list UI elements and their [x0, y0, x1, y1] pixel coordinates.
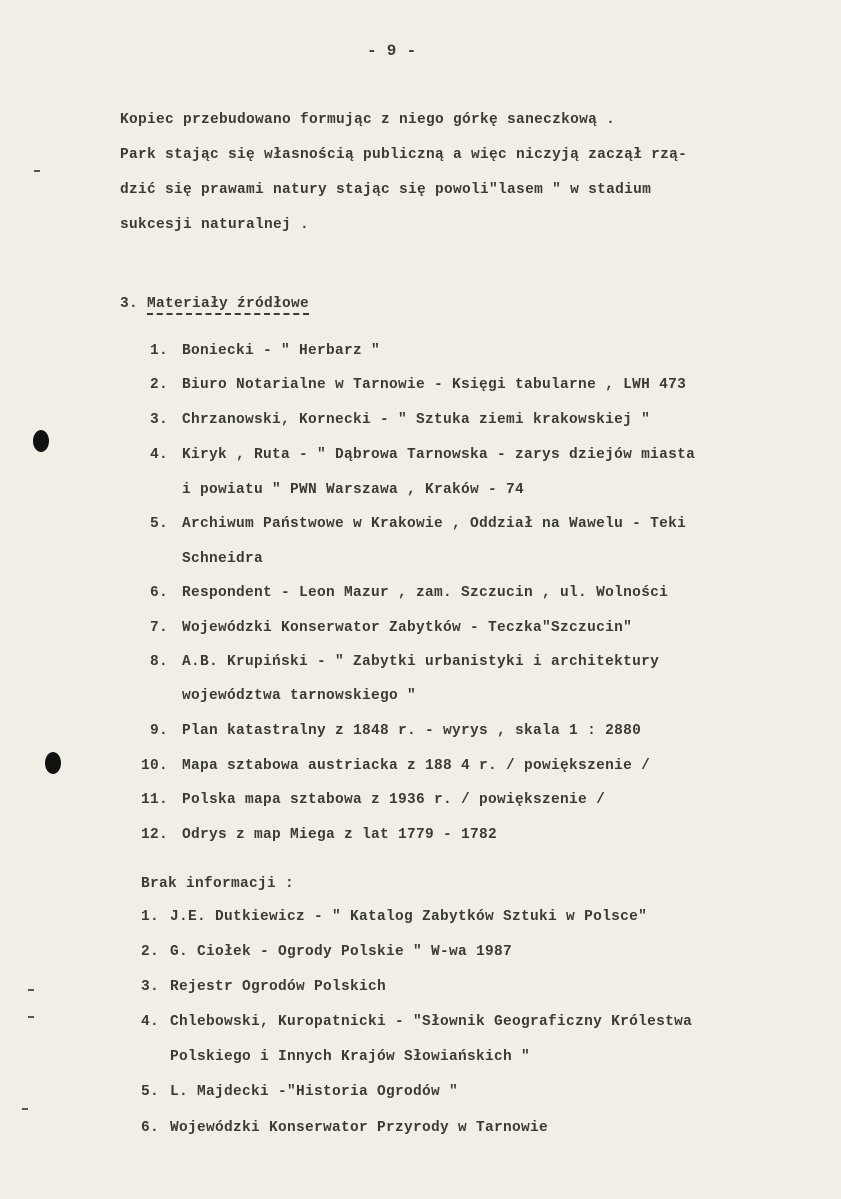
- missing-number: 5.: [141, 1084, 160, 1100]
- source-line: i powiatu " PWN Warszawa , Kraków - 74: [182, 482, 525, 498]
- missing-number: 2.: [141, 944, 160, 960]
- source-line: Mapa sztabowa austriacka z 188 4 r. / powiększenie /: [182, 758, 651, 774]
- section-number: 3.: [120, 296, 139, 312]
- source-number: 6.: [150, 585, 169, 601]
- binder-hole-icon: [33, 430, 49, 452]
- missing-line: Rejestr Ogrodów Polskich: [170, 979, 387, 995]
- intro-line: Park stając się własnością publiczną a więc niczyją zaczął rzą-: [120, 147, 688, 163]
- section-title: Materiały źródłowe: [147, 296, 309, 315]
- source-number: 5.: [150, 516, 169, 532]
- source-line: Biuro Notarialne w Tarnowie - Księgi tabularne , LWH 473: [182, 377, 687, 393]
- intro-line: dzić się prawami natury stając się powoli"lasem " w stadium: [120, 182, 652, 198]
- missing-line: G. Ciołek - Ogrody Polskie " W-wa 1987: [170, 944, 513, 960]
- missing-number: 1.: [141, 909, 160, 925]
- margin-tick-icon: [28, 1016, 34, 1018]
- source-line: A.B. Krupiński - " Zabytki urbanistyki i architektury: [182, 654, 660, 670]
- source-number: 3.: [150, 412, 169, 428]
- margin-tick-icon: [34, 170, 40, 172]
- source-number: 12.: [141, 827, 169, 843]
- page-number: - 9 -: [367, 42, 417, 60]
- source-line: Wojewódzki Konserwator Zabytków - Teczka"Szczucin": [182, 620, 633, 636]
- intro-line: sukcesji naturalnej .: [120, 217, 310, 233]
- margin-tick-icon: [28, 989, 34, 991]
- margin-tick-icon: [22, 1108, 28, 1110]
- source-line: Boniecki - " Herbarz ": [182, 343, 381, 359]
- source-line: Polska mapa sztabowa z 1936 r. / powiększenie /: [182, 792, 606, 808]
- source-line: Schneidra: [182, 551, 264, 567]
- source-line: województwa tarnowskiego ": [182, 688, 417, 704]
- missing-info-heading: Brak informacji :: [141, 876, 295, 892]
- missing-number: 6.: [141, 1120, 160, 1136]
- missing-number: 3.: [141, 979, 160, 995]
- source-number: 1.: [150, 343, 169, 359]
- source-line: Respondent - Leon Mazur , zam. Szczucin , ul. Wolności: [182, 585, 669, 601]
- source-number: 8.: [150, 654, 169, 670]
- missing-number: 4.: [141, 1014, 160, 1030]
- source-line: Kiryk , Ruta - " Dąbrowa Tarnowska - zarys dziejów miasta: [182, 447, 696, 463]
- source-line: Archiwum Państwowe w Krakowie , Oddział na Wawelu - Teki: [182, 516, 687, 532]
- missing-line: L. Majdecki -"Historia Ogrodów ": [170, 1084, 459, 1100]
- binder-hole-icon: [45, 752, 61, 774]
- source-number: 2.: [150, 377, 169, 393]
- missing-line: Polskiego i Innych Krajów Słowiańskich ": [170, 1049, 531, 1065]
- source-line: Odrys z map Miega z lat 1779 - 1782: [182, 827, 498, 843]
- missing-line: Chlebowski, Kuropatnicki - "Słownik Geograficzny Królestwa: [170, 1014, 693, 1030]
- source-number: 11.: [141, 792, 169, 808]
- source-line: Plan katastralny z 1848 r. - wyrys , skala 1 : 2880: [182, 723, 642, 739]
- source-number: 4.: [150, 447, 169, 463]
- missing-line: J.E. Dutkiewicz - " Katalog Zabytków Sztuki w Polsce": [170, 909, 648, 925]
- source-number: 9.: [150, 723, 169, 739]
- source-number: 7.: [150, 620, 169, 636]
- source-line: Chrzanowski, Kornecki - " Sztuka ziemi krakowskiej ": [182, 412, 651, 428]
- missing-line: Wojewódzki Konserwator Przyrody w Tarnowie: [170, 1120, 549, 1136]
- intro-line: Kopiec przebudowano formując z niego górkę saneczkową .: [120, 112, 616, 128]
- source-number: 10.: [141, 758, 169, 774]
